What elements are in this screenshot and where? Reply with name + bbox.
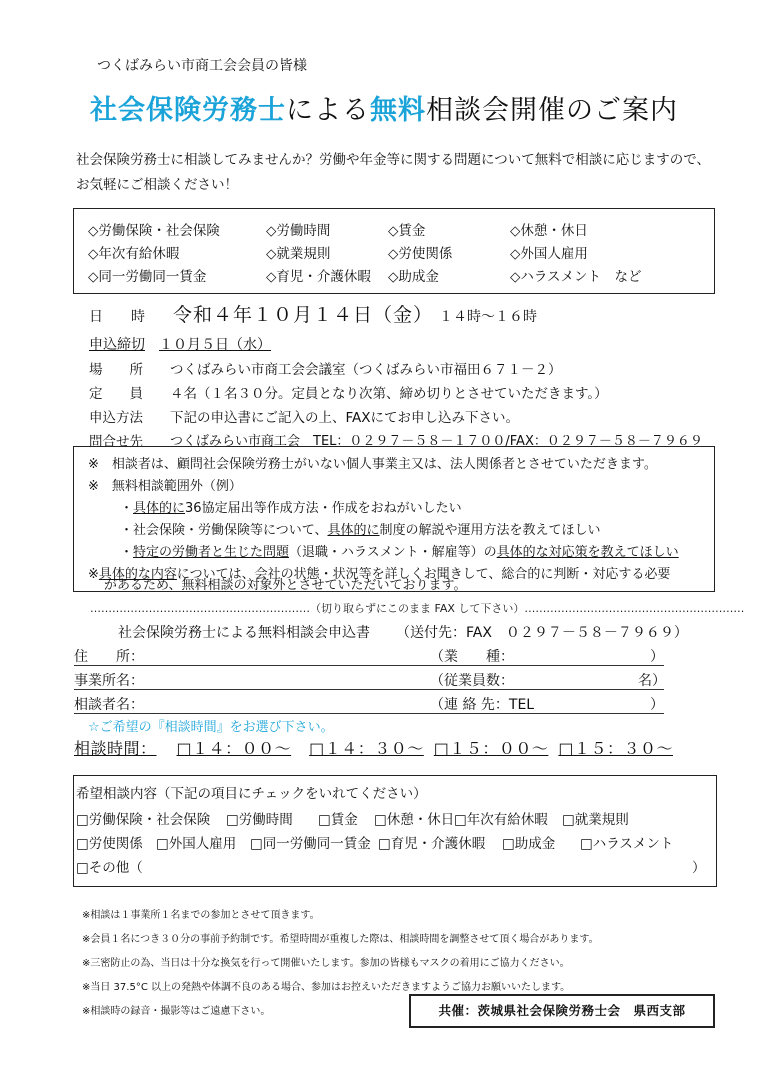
topic-item: ◇助成金 [388,269,439,285]
topic-item: ◇年次有給休暇 [88,246,180,262]
deadline-label: 申込締切 [89,337,145,353]
note-prefix: ※ [88,567,99,582]
topic-item: ◇労使関係 [388,246,453,262]
addressee: つくばみらい市商工会会員の皆様 [97,58,307,74]
contact-value: つくばみらい市商工会 TEL：０２９７－５８－１７００/FAX：０２９７－５８－７９６９ [170,434,703,449]
place-label: 場 所 [89,362,143,378]
company-field[interactable] [74,689,664,690]
footnote: ※相談時の録音・撮影等はご遠慮下さい。 [82,1006,271,1017]
wish-checkbox[interactable]: □外国人雇用 [156,836,237,852]
address-label: 住 所： [74,649,144,665]
note-eligibility: ※ 相談者は、顧問社会保険労務士がいない個人事業主又は、法人関係者とさせていただきます。 [88,457,657,472]
wish-checkbox[interactable]: □同一労働同一賃金 [250,836,371,852]
contact-close: ） [650,697,664,713]
time-value: １４時～１６時 [439,309,538,325]
company-label: 事業所名： [74,673,144,689]
underlined-text: 具体的に [327,523,380,538]
underlined-text: 具体的な対応策を教えてほしい [496,545,679,560]
note-text: については、会社の状態・状況等を詳しくお聞きして、総合的に判断・対応する必要 [176,567,671,582]
cut-line: ……………………………………………………（切り取らずにこのまま FAX して下さい）…………………………………………………… [90,602,745,615]
employees-unit: 名） [638,673,666,689]
capacity-value: ４名（１名３０分。定員となり次第、締め切りとさせていただきます。） [170,386,608,402]
bullet-text: ・社会保険・労働保険等について、 [120,523,328,538]
wish-other-close: ） [692,860,706,876]
underlined-text: 特定の労働者と生じた問題 [133,545,290,560]
contact-tel-label: （連 絡 先：TEL [430,697,535,713]
wish-checkbox[interactable]: □労働時間 [226,812,293,828]
apply-label: 申込方法 [89,410,143,426]
capacity-label: 定 員 [89,386,143,402]
employees-label: （従業員数： [430,673,514,689]
time-prompt: ☆ご希望の『相談時間』をお選び下さい。 [88,720,334,735]
note-bullet-3 [120,541,679,560]
wish-checkbox[interactable]: □助成金 [502,836,556,852]
topic-item: ◇労働時間 [266,223,331,239]
wish-checkbox[interactable]: □労使関係 [76,836,143,852]
time-option-1530[interactable]: □１５：３０～ [558,739,674,758]
wish-other-checkbox[interactable]: □その他（ [76,860,143,876]
industry-close: ） [650,649,664,665]
person-field[interactable] [74,713,664,714]
place-value: つくばみらい市商工会会議室（つくばみらい市福田６７１－２） [170,362,562,378]
bullet-prefix: ・ [120,501,134,516]
bullet-prefix: ・ [120,545,134,560]
deadline-value: １０月５日（水） [159,337,271,353]
topic-item: ◇育児・介護休暇 [266,269,371,285]
intro-line-2: お気軽にご相談ください！ [76,177,238,193]
topic-box [73,208,715,294]
footnote: ※相談は１事業所１名までの参加とさせて頂きます。 [82,910,320,921]
deadline-row [89,334,277,354]
wish-checkbox[interactable]: □賃金 [318,812,358,828]
wish-heading: 希望相談内容（下記の項目にチェックをいれてください） [76,786,427,802]
organizer-box: 共催：茨城県社会保険労務士会 県西支部 [409,994,715,1028]
wish-checkbox[interactable]: □ハラスメント [580,836,674,852]
page-title [0,88,768,127]
time-selection [74,736,673,759]
apply-value: 下記の申込書にご記入の上、FAXにてお申し込み下さい。 [170,410,520,426]
date-row [89,300,537,327]
note-bullet-2 [120,519,601,538]
industry-label: （業 種： [430,649,514,665]
topic-item: ◇同一労働同一賃金 [88,269,207,285]
time-option-1400[interactable]: □１４：００～ [176,739,292,758]
topic-item: ◇賃金 [388,223,426,239]
underlined-text: 具体的に [133,501,186,516]
title-part-sharoushi: 社会保険労務士 [90,95,286,126]
title-part-rest: 相談会開催のご案内 [426,95,678,126]
consultation-topics-box [73,775,717,887]
footnote: ※三密防止の為、当日は十分な換気を行って開催いたします。参加の皆様もマスクの着用にご協力ください。 [82,958,570,969]
bullet-text: （退職・ハラスメント・解雇等）の [289,545,497,560]
wish-checkbox[interactable]: □年次有給休暇 [454,812,548,828]
footnote: ※会員１名につき３０分の事前予約制です。希望時間が重複した際は、相談時間を調整させて頂く場合があります。 [82,934,599,945]
title-part-niyoru: による [286,95,370,126]
underlined-text: 具体的な内容 [98,567,177,582]
note-specific-line-2: があるため、無料相談の対象外とさせていただいております。 [104,578,467,593]
title-part-free: 無料 [370,95,426,126]
intro-line-1: 社会保険労務士に相談してみませんか？労働や年金等に関する問題について無料で相談に応じますので、 [76,152,710,168]
topic-item: ◇労働保険・社会保険 [88,223,220,239]
time-label: 相談時間： [74,739,157,758]
address-field[interactable] [74,665,664,666]
wish-checkbox[interactable]: □育児・介護休暇 [378,836,486,852]
wish-checkbox[interactable]: □就業規則 [562,812,629,828]
notes-box [73,446,715,592]
topic-item: ◇ハラスメント など [510,269,642,285]
bullet-text: 制度の解説や運用方法を教えてほしい [379,523,601,538]
topic-item: ◇就業規則 [266,246,331,262]
form-title: 社会保険労務士による無料相談会申込書 [118,625,370,641]
date-value: 令和４年１０月１４日（金） [173,304,434,326]
wish-checkbox[interactable]: □労働保険・社会保険 [76,812,211,828]
topic-item: ◇外国人雇用 [510,246,588,262]
contact-label: 問合せ先 [89,434,143,450]
date-label: 日 時 [89,309,145,325]
footnote: ※当日 37.5°C 以上の発熱や体調不良のある場合、参加はお控えいただきますようご協力お願いいたします。 [82,982,571,993]
note-out-of-scope: ※ 無料相談範囲外（例） [88,479,242,494]
note-bullet-1 [120,497,462,516]
wish-checkbox[interactable]: □休憩・休日 [374,812,455,828]
time-option-1500[interactable]: □１５：００～ [433,739,549,758]
intro-text [76,148,726,198]
bullet-text: 36協定届出等作成方法・作成をおねがいしたい [185,501,462,516]
time-option-1430[interactable]: □１４：３０～ [309,739,424,758]
person-label: 相談者名： [74,697,144,713]
form-send-to: （送付先：FAX ０２９７－５８－７９６９） [396,625,688,641]
topic-item: ◇休憩・休日 [510,223,588,239]
